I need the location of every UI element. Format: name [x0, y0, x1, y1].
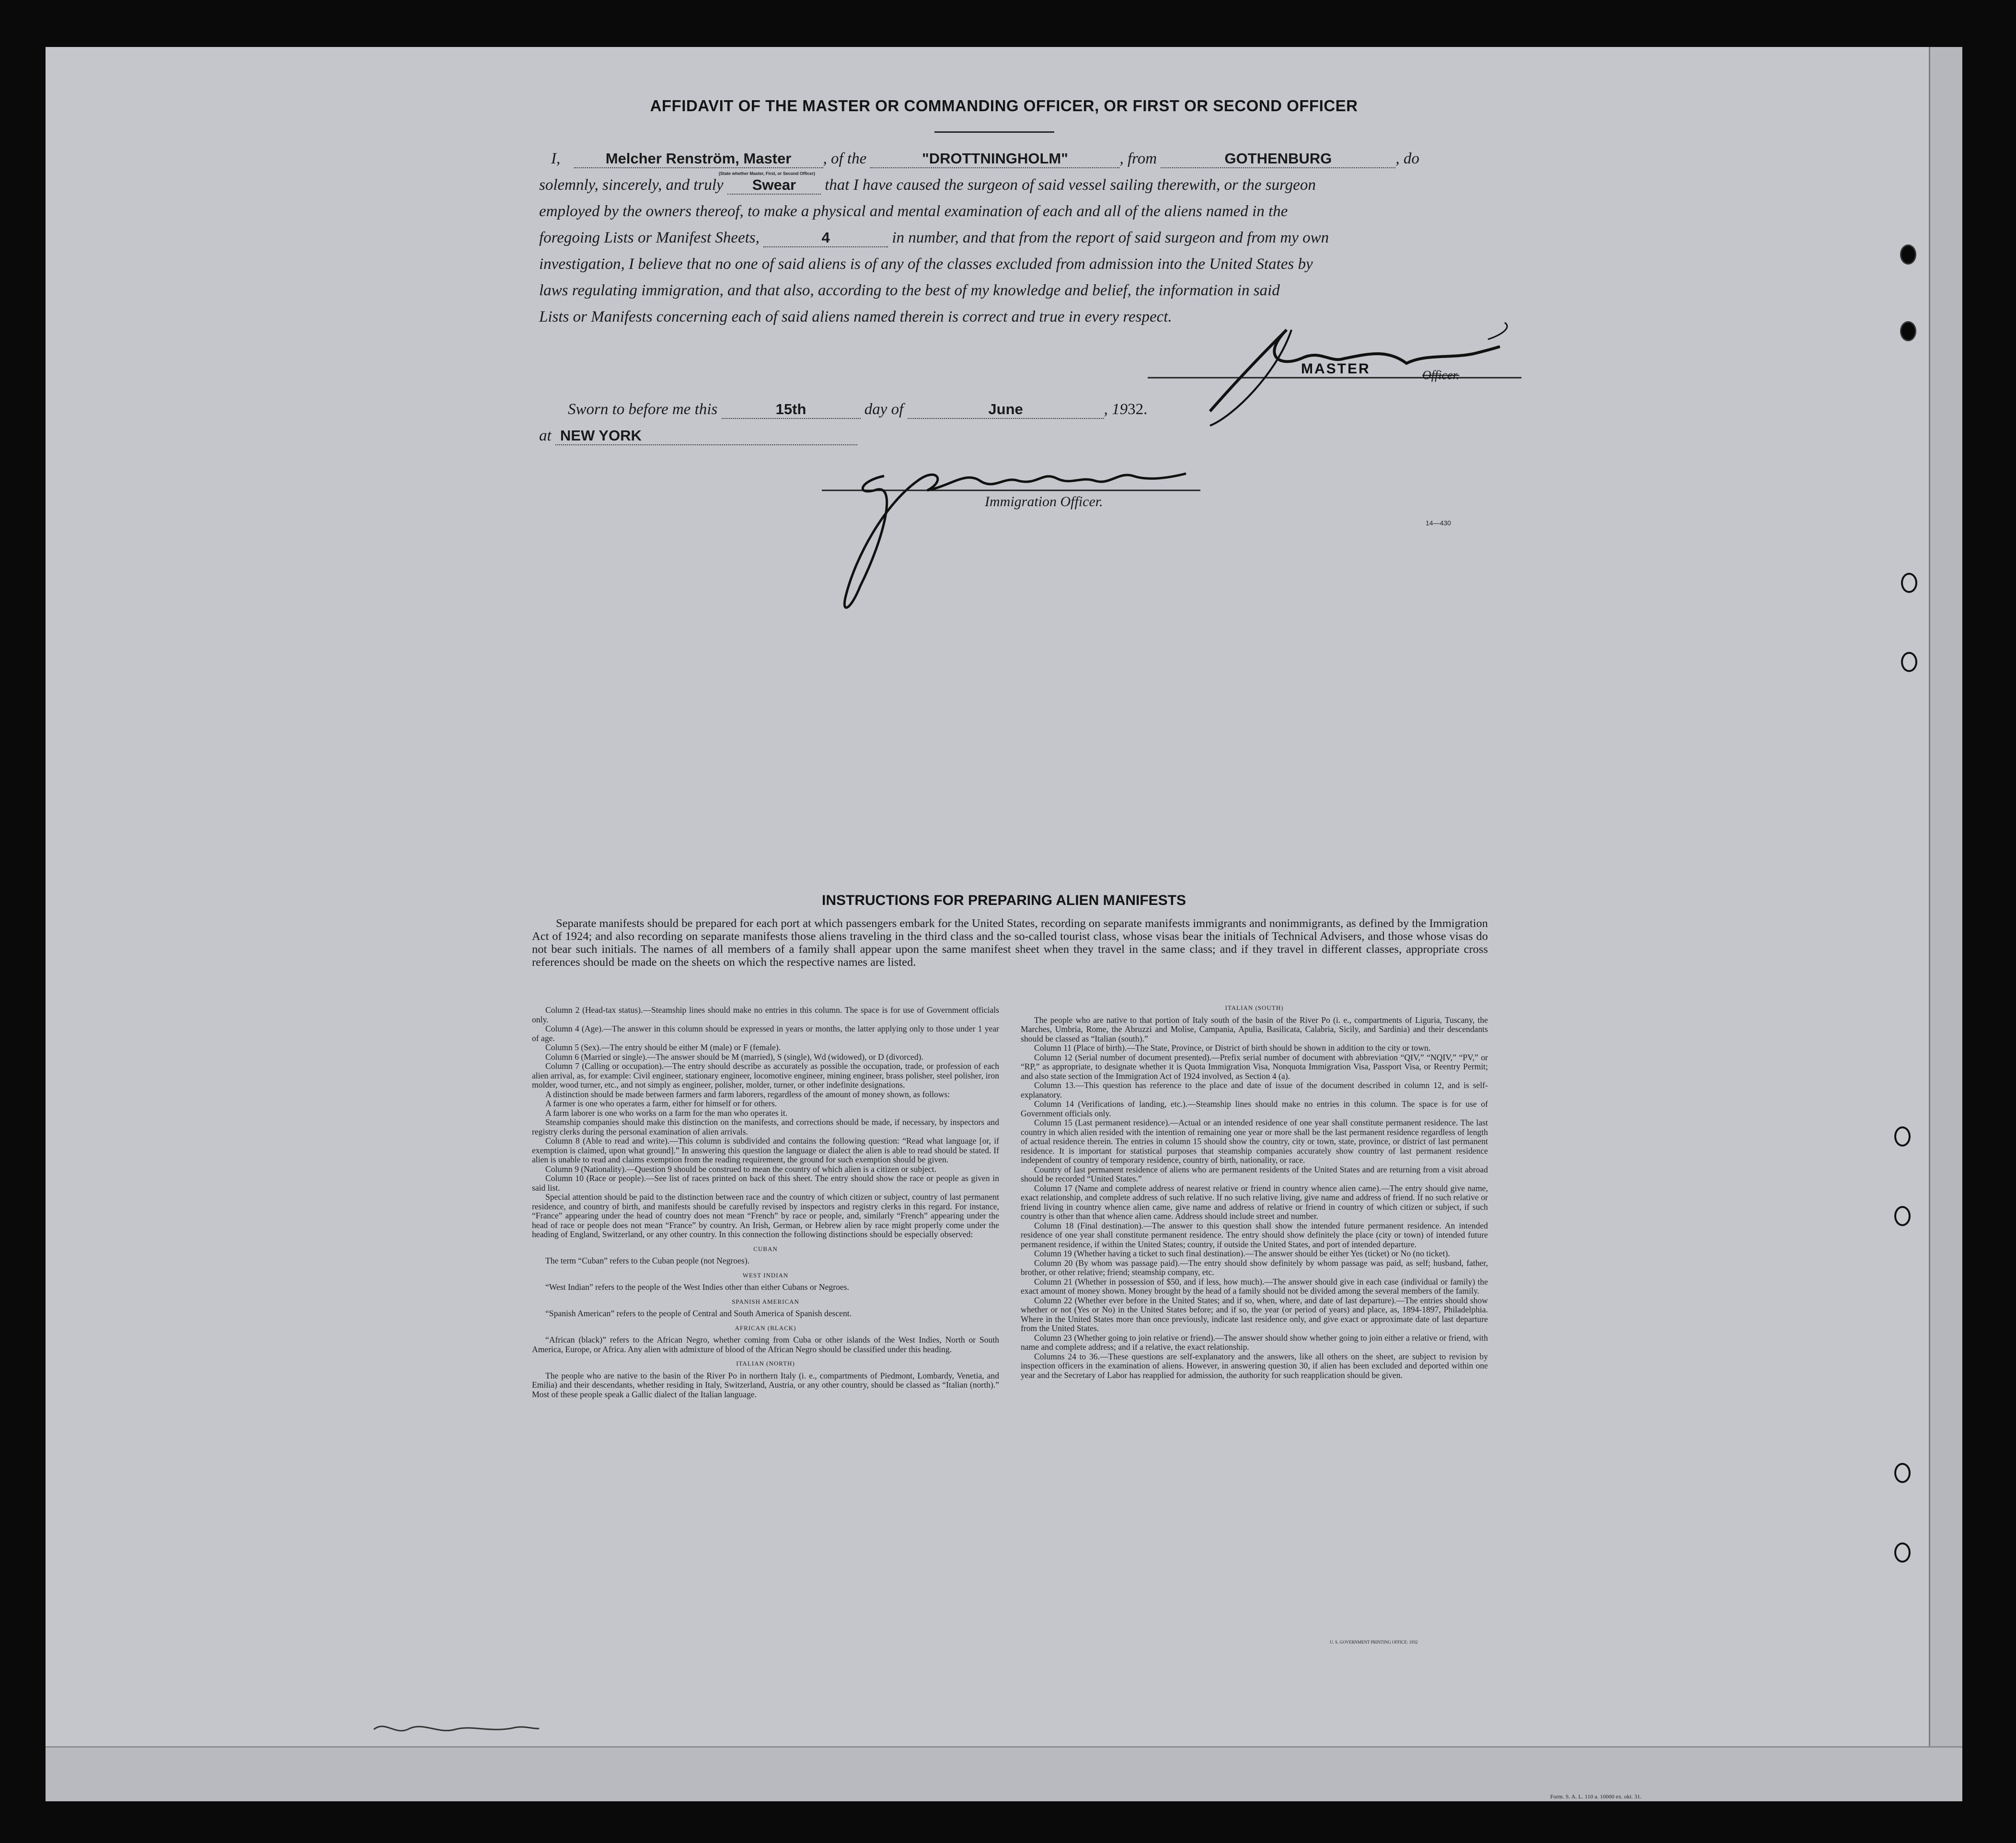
immigration-officer-signature	[803, 452, 1224, 625]
instruction-paragraph: A farm laborer is one who works on a farm for the man who operates it.	[545, 1108, 788, 1118]
text-in-number: in number, and that from the report of said surgeon and from my own	[892, 229, 1329, 246]
section-text-italian-south: The people who are native to that portion of Italy south of the basin of the River Po (i. e., compartments of Liguria, Tuscany, the Marches, Umbria, Rome, the Abruzzi and Molise, Campania, Apulia, Basilicata, Calabria, Sicily, and Sardinia) and their descendants should be classed as “Italian (south).”	[1021, 1015, 1488, 1043]
form-footer: Form. S. A. L. 110 a. 10000 ex. okt. 31.	[1550, 1793, 1642, 1800]
section-text-west-indian: “West Indian” refers to the people of the West Indies other than either Cubans or Negroes.	[545, 1282, 849, 1292]
sworn-day-field: 15th	[722, 401, 861, 419]
margin-pencil-scribble	[371, 1715, 544, 1744]
immigration-officer-label: Immigration Officer.	[985, 494, 1103, 510]
section-text-cuban: The term “Cuban” refers to the Cuban people (not Negroes).	[545, 1256, 750, 1265]
instruction-paragraph: Column 2 (Head-tax status).—Steamship lines should make no entries in this column. The space is for use of Government officials only.	[532, 1005, 999, 1024]
text-from: , from	[1119, 150, 1157, 167]
oath-value: Swear	[752, 176, 796, 193]
affidavit-line-6: laws regulating immigration, and that also, according to the best of my knowledge and belief, the information in said	[539, 282, 1280, 299]
punch-hole	[1894, 1542, 1911, 1563]
section-heading-italian-north: ITALIAN (NORTH)	[736, 1360, 795, 1367]
text-of-the: , of the	[823, 150, 867, 167]
punch-hole	[1900, 321, 1916, 341]
sheet-count-field: 4	[763, 229, 888, 247]
instruction-paragraph: Column 23 (Whether going to join relative or friend).—The answer should show whether going to join either a relative or friend, with name and complete address; and if a relative, the exact relationship.	[1021, 1333, 1488, 1352]
sworn-line	[568, 401, 1147, 419]
section-heading-spanish-american: SPANISH AMERICAN	[732, 1298, 799, 1305]
instruction-paragraph: A farmer is one who operates a farm, either for himself or for others.	[545, 1099, 777, 1108]
section-heading-west-indian: WEST INDIAN	[742, 1271, 789, 1279]
punch-hole	[1900, 244, 1916, 265]
instruction-paragraph: Column 15 (Last permanent residence).—Actual or an intended residence of one year shall constitute permanent residence. The last country in which alien resided with the intention of remaining one year or more shall be the last permanent residence regardless of length of actual residence therein. The entries in column 15 should show the country, city or town, state, province, or district of last permanent residence. It is important for statistical purposes that steamship companies accurately show country of last permanent residence independent of country of temporary residence, country of birth, nationality, or race.	[1021, 1118, 1488, 1165]
instruction-paragraph: Column 6 (Married or single).—The answer should be M (married), S (single), Wd (widowed), or D (divorced).	[545, 1052, 923, 1062]
instruction-paragraph: Column 10 (Race or people).—See list of races printed on back of this sheet. The entry should show the race or people as given in said list.	[532, 1173, 999, 1193]
instructions-right-column	[1021, 998, 1488, 1380]
instruction-paragraph: Column 9 (Nationality).—Question 9 should be construed to mean the country of which alien is a citizen or subject.	[545, 1164, 936, 1174]
instruction-paragraph: Column 17 (Name and complete address of nearest relative or friend in country whence alien came).—The entry should give name, exact relationship, and complete address of such relative. If no such relative living, give name and address of friend. If no such relative or friend living in country whence alien came, give name and address of relative or friend in country of which citizen or subject, if such country is other than that whence alien came. Address should include street and number.	[1021, 1183, 1488, 1221]
instructions-intro: Separate manifests should be prepared for each port at which passengers embark for the United States, recording on separate manifests immigrants and nonimmigrants, as defined by the Immigration Act of 1924; and also recording on separate manifests those aliens traveling in the third class and the so-called tourist class, whose visas bear the initials of Technical Advisers, and those whose visas do not bear such initials. The names of all members of a family shall appear upon the same manifest sheet when they travel in the same class; and if they travel in different classes, appropriate cross references should be made on the sheets on which the respective names are listed.	[532, 917, 1488, 969]
section-heading-italian-south: ITALIAN (SOUTH)	[1225, 1004, 1284, 1011]
section-text-spanish-american: “Spanish American” refers to the people of Central and South America of Spanish descent.	[545, 1309, 852, 1318]
instruction-paragraph: Column 7 (Calling or occupation).—The entry should describe as accurately as possible the occupation, trade, or profession of each alien arrival, as, for example: Civil engineer, stationary engineer, locomotive engineer, mining engineer, brass polisher, steel polisher, iron molder, wood turner, etc., and not simply as engineer, polisher, molder, turner, or other indefinite designations.	[532, 1061, 999, 1090]
affidavit-line-1	[551, 150, 1419, 168]
instructions-title: INSTRUCTIONS FOR PREPARING ALIEN MANIFESTS	[821, 893, 1187, 908]
instruction-paragraph: Column 18 (Final destination).—The answer to this question shall show the intended future permanent residence. An intended residence of one year shall constitute permanent residence. The entry should show definitely the place (city or town) of intended future permanent residence, if within the United States; country, if outside the United States, and port of intended departure.	[1021, 1220, 1488, 1249]
instruction-paragraph: Columns 24 to 36.—These questions are self-explanatory and the answers, like all others on the sheet, are subject to revision by inspection officers in the examination of aliens. However, in answering question 30, if alien has been excluded and deported within one year and the Secretary of Labor has reapplied for admission, the authority for such reapplication should be given.	[1021, 1351, 1488, 1380]
instruction-paragraph: Column 11 (Place of birth).—The State, Province, or District of birth should be shown in addition to the city or town.	[1034, 1043, 1431, 1053]
affidavit-line-4	[539, 229, 1329, 247]
page-edge-bottom	[46, 1746, 1962, 1801]
oath-field	[718, 171, 821, 195]
text-do: , do	[1395, 150, 1419, 167]
signer-title: MASTER	[1301, 361, 1371, 377]
text-line-2-rest: that I have caused the surgeon of said vessel sailing therewith, or the surgeon	[825, 176, 1316, 194]
punch-hole	[1901, 652, 1917, 672]
instruction-paragraph: Steamship companies should make this distinction on the manifests, and corrections should be made, if necessary, by inspectors and registry clerks during the personal examination of alien arrivals.	[532, 1117, 999, 1136]
section-heading-cuban: CUBAN	[753, 1245, 778, 1252]
instruction-paragraph: Column 12 (Serial number of document presented).—Prefix serial number of document with abbreviation “QIV,” “NQIV,” “PV,” or “RP,” as appropriate, to designate whether it is Quota Immigration Visa, Nonquota Immigration Visa, Passport Visa, or Reentry Permit; and also state section of the Immigration Act of 1924 involved, as Section 4 (a).	[1021, 1052, 1488, 1081]
affidavit-title: AFFIDAVIT OF THE MASTER OR COMMANDING OFFICER, OR FIRST OR SECOND OFFICER	[650, 97, 1358, 115]
text-foregoing: foregoing Lists or Manifest Sheets,	[539, 229, 760, 246]
text-day-of: day of	[864, 401, 904, 418]
text-solemnly: solemnly, sincerely, and truly	[539, 176, 724, 194]
instruction-paragraph: A distinction should be made between farmers and farm laborers, regardless of the amount of money shown, as follows:	[545, 1089, 950, 1099]
officer-struck-label: Officer.	[1422, 368, 1460, 382]
instruction-paragraph: Column 4 (Age).—The answer in this column should be expressed in years or months, the latter applying only to those under 1 year of age.	[532, 1024, 999, 1043]
instruction-paragraph: Column 21 (Whether in possession of $50, and if less, how much).—The answer should give in each case (individual or family) the exact amount of money shown. Money brought by the head of a family should not be divided among the several members of the family.	[1021, 1276, 1488, 1296]
sworn-place-field: NEW YORK	[555, 427, 857, 445]
section-text-italian-north: The people who are native to the basin of the River Po in northern Italy (i. e., compartments of Piedmont, Lombardy, Venetia, and Emilia) and their descendants, whether residing in Italy, Switzerland, Austria, or any other country, should be classed as “Italian (north).” Most of these people speak a Gallic dialect of the Italian language.	[532, 1370, 999, 1399]
section-heading-african: AFRICAN (BLACK)	[735, 1324, 796, 1332]
instruction-paragraph: Column 5 (Sex).—The entry should be either M (male) or F (female).	[545, 1043, 781, 1052]
punch-hole	[1894, 1126, 1911, 1147]
state-note: (State whether Master, First, or Second Officer)	[718, 171, 815, 176]
form-code: 14—430	[1426, 519, 1451, 527]
instruction-paragraph: Column 8 (Able to read and write).—This column is subdivided and contains the following question: “Read what language [or, if exemption is claimed, upon what ground].” In answering this question the language or dialect the alien is able to read should be stated. If alien is unable to read and claims exemption from the reading requirement, the ground for such exemption should be given.	[532, 1136, 999, 1164]
instructions-left-column	[532, 1006, 999, 1399]
title-divider	[934, 131, 1054, 133]
text-year-prefix: , 19	[1104, 401, 1128, 418]
sworn-month-field: June	[908, 401, 1104, 419]
text-i: I,	[551, 150, 561, 167]
punch-hole	[1894, 1463, 1911, 1483]
departure-port-field: GOTHENBURG	[1161, 150, 1395, 168]
affidavit-line-5: investigation, I believe that no one of said aliens is of any of the classes excluded from admission into the United States by	[539, 255, 1313, 273]
master-name-field: Melcher Renström, Master	[574, 150, 823, 168]
instruction-paragraph: Column 19 (Whether having a ticket to such final destination).—The answer should be either Yes (ticket) or No (no ticket).	[1034, 1249, 1450, 1258]
affidavit-line-2	[539, 171, 1316, 195]
instruction-paragraph: Column 13.—This question has reference to the place and date of issue of the document described in column 12, and is self-explanatory.	[1021, 1080, 1488, 1100]
section-text-african: “African (black)” refers to the African Negro, whether coming from Cuba or other islands of the West Indies, North or South America, Europe, or Africa. Any alien with admixture of blood of the African Negro should be classified under this heading.	[532, 1335, 999, 1354]
manifest-page	[46, 47, 1962, 1801]
punch-hole	[1901, 573, 1917, 593]
instruction-paragraph: Special attention should be paid to the distinction between race and the country of which citizen or subject, country of last permanent residence, and country of birth, and manifests should be carefully revised by inspectors and registry clerks in this regard. For instance, “France” appearing under the head of country does not mean “French” by race or people, and, similarly “French” appearing under the head of race or people does not mean “France” by country. An Irish, German, or Hebrew alien by race might properly come under the heading of England, Switzerland, or any other country. In this connection the following distinctions should be especially observed:	[532, 1192, 999, 1239]
affidavit-line-3: employed by the owners thereof, to make a physical and mental examination of each and all of the aliens named in the	[539, 203, 1288, 220]
punch-hole	[1894, 1206, 1911, 1226]
printing-office-note: U. S. GOVERNMENT PRINTING OFFICE: 1932	[1330, 1640, 1418, 1645]
text-sworn: Sworn to before me this	[568, 401, 718, 418]
instruction-paragraph: Country of last permanent residence of aliens who are permanent residents of the United States and are returning from a visit abroad should be recorded “United States.”	[1021, 1164, 1488, 1183]
vessel-name-field: "DROTTNINGHOLM"	[870, 150, 1119, 168]
text-at: at	[539, 427, 552, 444]
instruction-paragraph: Column 20 (By whom was passage paid).—The entry should show definitely by whom passage was paid, as self; husband, father, brother, or other relative; friend; steamship company, etc.	[1021, 1258, 1488, 1277]
instruction-paragraph: Column 22 (Whether ever before in the United States; and if so, when, where, and date of last departure).—The entries should show whether or not (Yes or No) in the United States before; and if so, the year (or period of years) and place, as, 1894-1897, Philadelphia. Where in the United States more than once previously, indicate last residence only, and give exact or approximate date of last departure from the United States.	[1021, 1295, 1488, 1333]
affidavit-line-7: Lists or Manifests concerning each of said aliens named therein is correct and true in every respect.	[539, 308, 1172, 325]
at-line	[539, 427, 857, 445]
instruction-paragraph: Column 14 (Verifications of landing, etc.).—Steamship lines should make no entries in this column. The space is for use of Government officials only.	[1021, 1099, 1488, 1118]
page-edge-right	[1929, 47, 1962, 1801]
sworn-year-field: 32.	[1128, 401, 1148, 418]
